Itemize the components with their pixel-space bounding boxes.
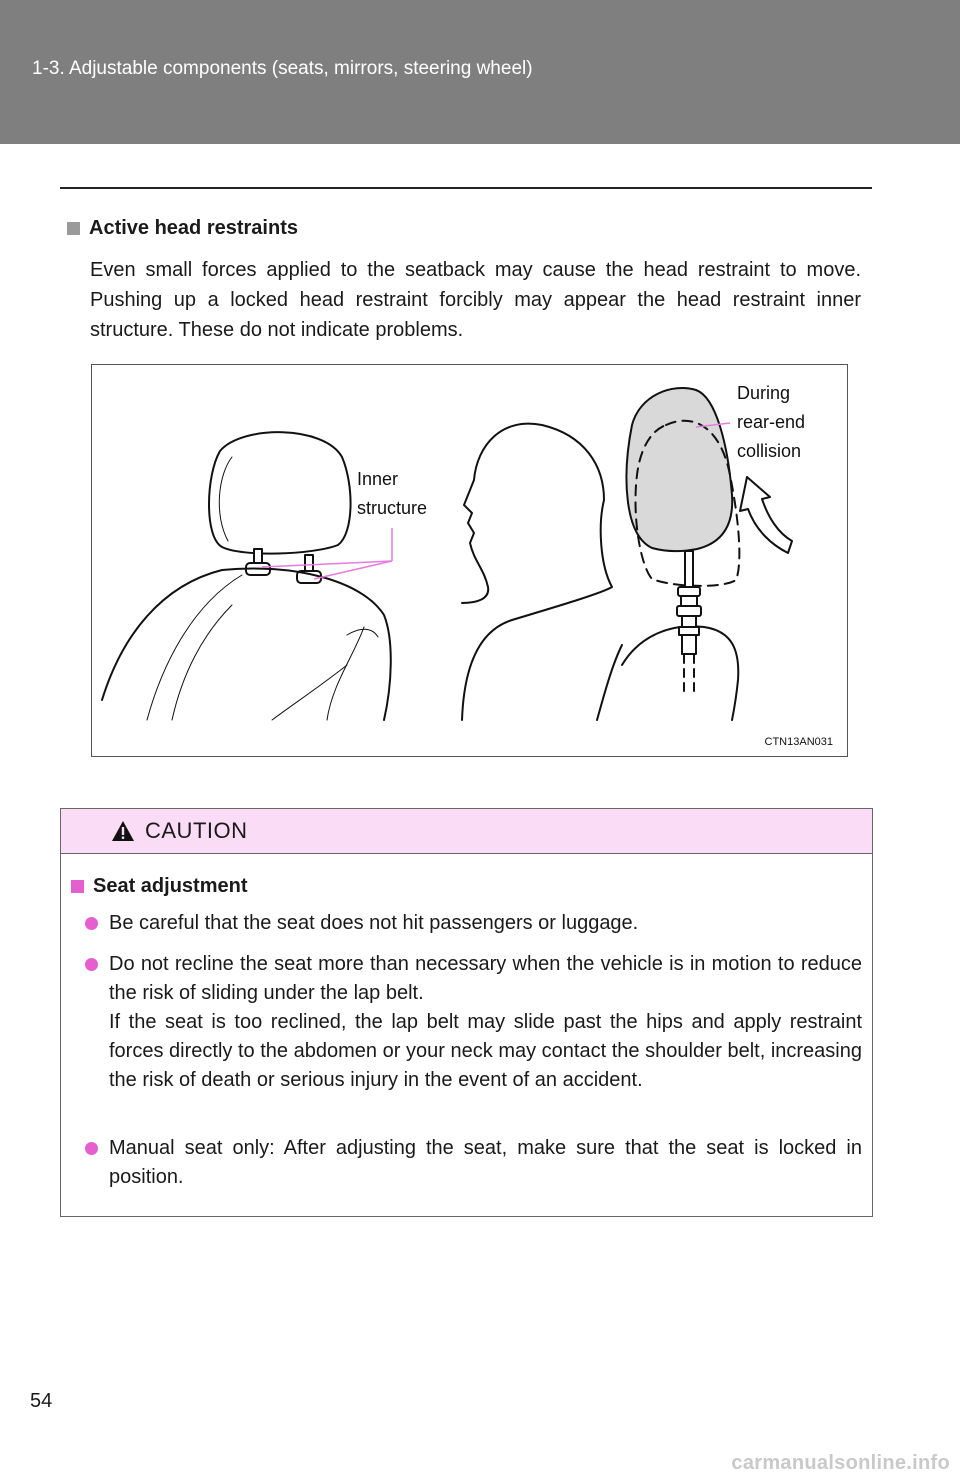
bullet-dot-icon — [85, 958, 98, 971]
caution-box — [60, 808, 873, 1217]
caution-bullet: Be careful that the seat does not hit passengers or luggage. — [85, 909, 862, 938]
watermark: carmanualsonline.info — [731, 1452, 950, 1474]
figure-code: CTN13AN031 — [764, 736, 833, 748]
caution-title: CAUTION — [145, 818, 248, 843]
label-inner-structure: Inner structure — [357, 469, 428, 518]
section-heading-text: Active head restraints — [89, 217, 298, 239]
left-seatback — [102, 568, 391, 720]
head-restraint-illustration — [92, 365, 849, 758]
section-paragraph: Even small forces applied to the seatback may cause the head restraint to move. Pushing up a locked head restraint forcibly may appear the head restraint inner structure. These do not indicate problems. — [90, 259, 861, 341]
left-headrest — [209, 432, 351, 553]
head-restraint-figure — [91, 364, 848, 757]
label-rear-end-collision: During rear-end collision — [737, 383, 806, 461]
page-number: 54 — [30, 1390, 53, 1412]
bullet-dot-icon — [85, 1142, 98, 1155]
caution-subheading: Seat adjustment — [71, 875, 247, 898]
caution-bullet: Do not recline the seat more than necessary when the vehicle is in motion to reduce the risk of sliding under the lap belt. If the seat is too reclined, the lap belt may slide past the hips and apply restraint forces directly to the abdomen or your neck may contact the shoulder belt, increasing the risk of death or serious injury in the event of an accident. — [85, 950, 862, 1095]
section-heading — [67, 217, 298, 240]
header-rule — [60, 187, 872, 189]
right-seatback — [622, 626, 738, 720]
bullet-dot-icon — [85, 917, 98, 930]
pink-square-icon — [71, 880, 84, 893]
caution-bullet: Manual seat only: After adjusting the seat, make sure that the seat is locked in position. — [85, 1134, 862, 1192]
header-title: 1-3. Adjustable components (seats, mirrors, steering wheel) — [32, 58, 533, 79]
right-headrest — [627, 388, 733, 551]
movement-arrow-icon — [740, 477, 792, 553]
person-silhouette — [462, 424, 612, 720]
page-header — [0, 0, 960, 144]
caution-header — [61, 809, 872, 854]
warning-triangle-icon — [111, 820, 135, 842]
gray-square-icon — [67, 222, 80, 235]
